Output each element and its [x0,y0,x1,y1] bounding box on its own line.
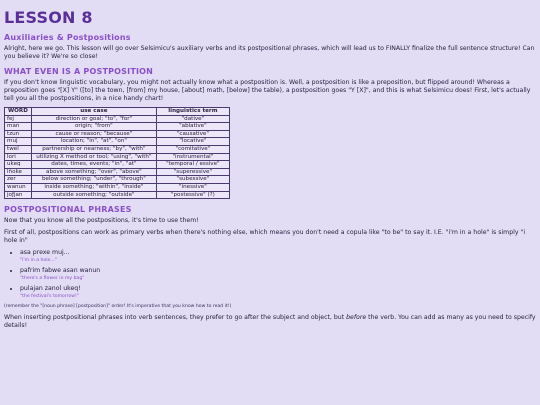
cell-linguistics-term: "causative" [156,130,229,138]
table-row [5,145,230,153]
example-phrase: asa prexe muj... [20,249,70,257]
col-header-word: WORD [5,108,32,116]
cell-word: twel [5,145,32,153]
table-row [5,138,230,146]
cell-use-case: outside something; "outside" [31,191,156,199]
cell-word: ukeq [5,161,32,169]
cell-use-case: above something; "over", "above" [31,168,156,176]
insertion-text-start: When inserting postpositional phrases into verb sentences, they prefer to go after the subject and object, but [4,314,347,322]
cell-use-case: inside something; "within", "inside" [31,183,156,191]
cell-linguistics-term: "inessive" [156,183,229,191]
table-body [5,115,230,199]
phrases-intro: Now that you know all the postpositions, it's time to use them! [4,217,199,225]
table-row [5,130,230,138]
cell-linguistics-term: "postessive" (?) [156,191,229,199]
cell-linguistics-term: "temporal / essive" [156,161,229,169]
section-heading-phrases: POSTPOSITIONAL PHRASES [4,205,132,215]
cell-word: joƒjan [5,191,32,199]
table-row [5,168,230,176]
cell-word: muj [5,138,32,146]
insertion-text-end: the verb. You can add as many as you need to specify details! [4,314,536,330]
phrases-explanation: First of all, postpositions can work as primary verbs when there's nothing else, which means you don't need a copula like "to be" to say it. I.E. "i'm in a hole" is simply "i hole in" [4,229,526,245]
table-header-row [5,108,230,116]
cell-word: lori [5,153,32,161]
cell-use-case: below something; "under", "through" [31,176,156,184]
cell-use-case: cause or reason; "because" [31,130,156,138]
example-phrase: pulajan zanol ukeq! [20,285,81,293]
cell-word: fej [5,115,32,123]
example-item [20,285,536,300]
cell-linguistics-term: "subessive" [156,176,229,184]
cell-linguistics-term: "instrumental" [156,153,229,161]
table-row [5,115,230,123]
cell-linguistics-term: "superessive" [156,168,229,176]
table-row [5,191,230,199]
cell-linguistics-term: "ablative" [156,123,229,131]
table-row [5,161,230,169]
example-item [20,249,536,264]
table-row [5,123,230,131]
example-list [4,249,536,300]
col-header-use-case: use case [31,108,156,116]
cell-linguistics-term: "comitative" [156,145,229,153]
cell-word: tzun [5,130,32,138]
example-phrase: pafrim fabwe asan wanun [20,267,101,275]
cell-use-case: utilizing X method or tool; "using", "with" [31,153,156,161]
cell-use-case: partnership or nearness; "by", "with" [31,145,156,153]
insertion-explanation [4,314,536,330]
emphasis-before: before [346,314,367,322]
order-note: (remember the "[noun phrase] [postposition]" order! It's imperative that you know how to read it!) [4,304,232,310]
cell-word: wanun [5,183,32,191]
example-gloss: "there's a flower in my bag" [20,276,85,282]
cell-linguistics-term: "locative" [156,138,229,146]
cell-word: zer [5,176,32,184]
intro-text: Alright, here we go. This lesson will go over Selsimicu's auxiliary verbs and its postpositional phrases, which will lead us to FINALLY finalize the full sentence structure! Can you believe it? We're so close! [4,45,535,60]
cell-use-case: dates, times, events; "in", "at" [31,161,156,169]
cell-word: man [5,123,32,131]
cell-linguistics-term: "dative" [156,115,229,123]
cell-use-case: direction or goal; "to", "for" [31,115,156,123]
col-header-linguistics-term: linguistics term [156,108,229,116]
page-title: LESSON 8 [4,8,93,27]
cell-use-case: location; "in", "at", "on" [31,138,156,146]
postposition-explanation: If you don't know linguistic vocabulary, you might not actually know what a postposition is. Well, a postposition is like a preposition, but flipped around! Whereas a preposition goes "[X] Y" ([to] the town, [from] my house, [about] math, [below] the table), a postposition goes "Y [X]", and this is what Selsimicu does! First, let's actually tell you all the postpositions, in a nice handy chart! [4,79,531,102]
example-gloss: "the festival's tomorrow!" [20,294,79,300]
cell-use-case: origin; "from" [31,123,156,131]
example-item [20,267,536,282]
postposition-table [4,107,230,199]
table-row [5,183,230,191]
intro-heading: Auxiliaries & Postpositions [4,33,131,42]
table-row [5,176,230,184]
example-gloss: "i'm in a hole..." [20,258,57,264]
table-row [5,153,230,161]
cell-word: lñoke [5,168,32,176]
section-heading-postposition: WHAT EVEN IS A POSTPOSITION [4,67,154,76]
